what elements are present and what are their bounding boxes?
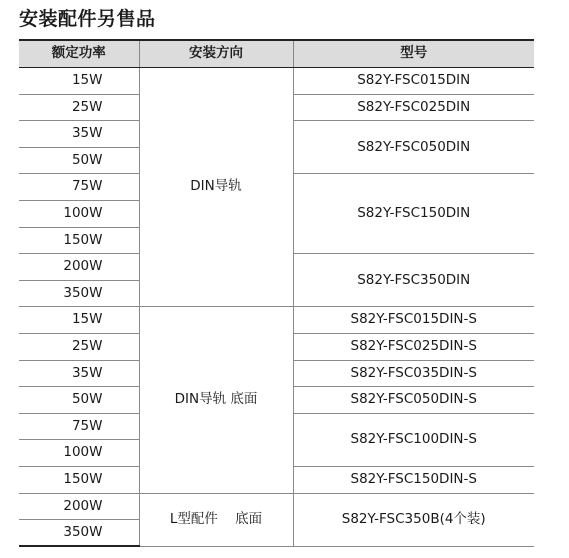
model-cell: S82Y-FSC350DIN [293,254,534,307]
rated-power-cell: 150W [19,466,139,493]
rated-power-cell: 50W [19,147,139,174]
model-cell: S82Y-FSC025DIN [293,94,534,121]
rated-power-cell: 200W [19,254,139,281]
rated-power-cell: 25W [19,333,139,360]
table-row [19,68,534,95]
header-rated-power: 额定功率 [19,40,139,68]
rated-power-cell: 200W [19,493,139,520]
header-mounting-direction: 安装方向 [139,40,293,68]
rated-power-cell: 50W [19,387,139,414]
table-row [19,307,534,334]
table-body [19,68,534,547]
model-cell: S82Y-FSC150DIN-S [293,466,534,493]
rated-power-cell: 100W [19,200,139,227]
rated-power-cell: 350W [19,520,139,547]
model-cell: S82Y-FSC150DIN [293,174,534,254]
model-cell: S82Y-FSC015DIN [293,68,534,95]
table-header-row [19,40,534,68]
model-cell: S82Y-FSC050DIN-S [293,387,534,414]
rated-power-cell: 75W [19,413,139,440]
model-cell: S82Y-FSC025DIN-S [293,333,534,360]
header-model: 型号 [293,40,534,68]
mounting-direction-cell: DIN导轨 [139,68,293,307]
table-row [19,493,534,520]
accessory-table [19,39,534,547]
page-title: 安装配件另售品 [19,8,156,30]
model-cell: S82Y-FSC035DIN-S [293,360,534,387]
rated-power-cell: 100W [19,440,139,467]
rated-power-cell: 150W [19,227,139,254]
rated-power-cell: 75W [19,174,139,201]
mounting-direction-cell: L型配件 底面 [139,493,293,546]
model-cell: S82Y-FSC015DIN-S [293,307,534,334]
model-cell: S82Y-FSC050DIN [293,121,534,174]
model-cell: S82Y-FSC100DIN-S [293,413,534,466]
rated-power-cell: 25W [19,94,139,121]
rated-power-cell: 35W [19,121,139,148]
mounting-direction-cell: DIN导轨 底面 [139,307,293,493]
rated-power-cell: 15W [19,68,139,95]
rated-power-cell: 15W [19,307,139,334]
rated-power-cell: 350W [19,280,139,307]
model-cell: S82Y-FSC350B(4个装) [293,493,534,546]
rated-power-cell: 35W [19,360,139,387]
